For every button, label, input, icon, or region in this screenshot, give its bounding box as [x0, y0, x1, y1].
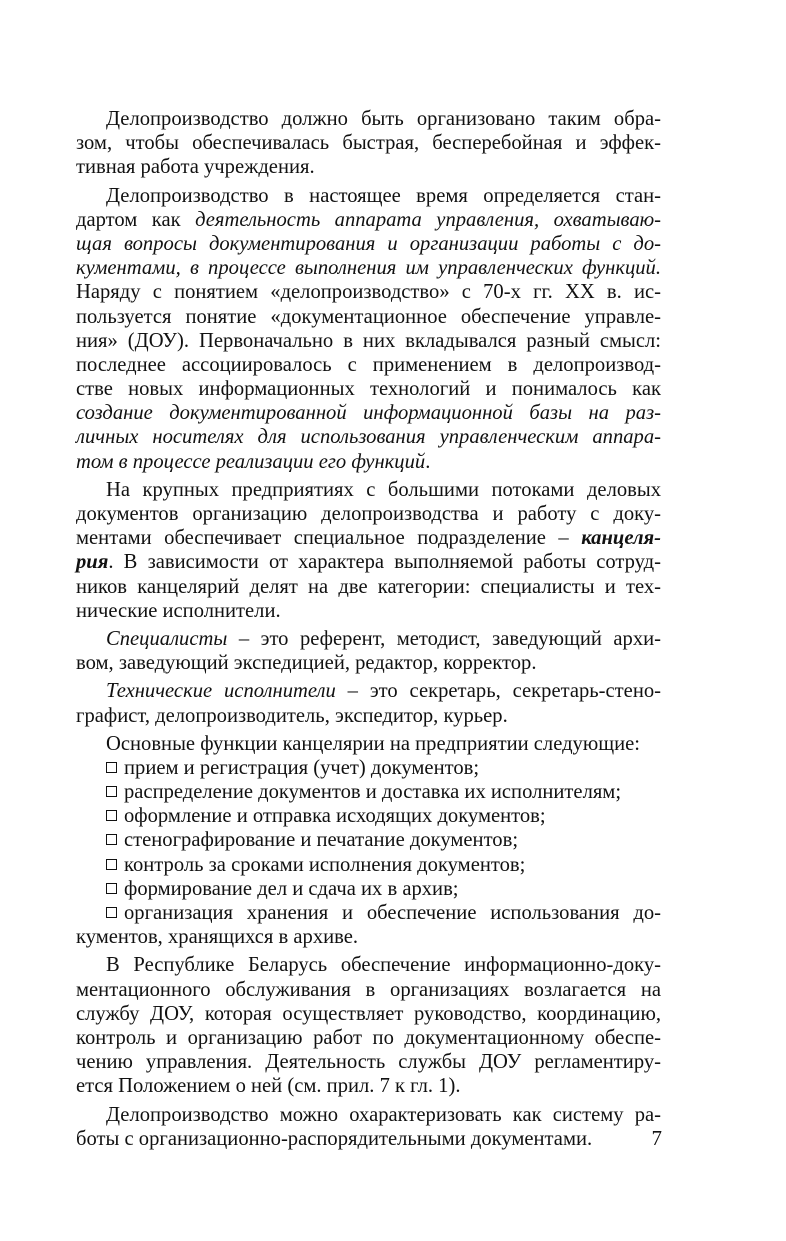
- paragraph-2: [76, 184, 661, 474]
- text-line: Делопроизводство можно охарактеризовать как систему ра-: [106, 1103, 661, 1126]
- text-run: – это референт, методист, заведующий архи-: [227, 627, 661, 650]
- text-line: кументов, хранящихся в архиве.: [76, 926, 359, 949]
- definition-italic: кументами, в процессе выполнения им управленческих функций.: [76, 257, 661, 280]
- text-line: [76, 526, 661, 550]
- checkbox-bullet-icon: [106, 859, 117, 870]
- checkbox-bullet-icon: [106, 883, 117, 894]
- text-line: документов организацию делопроизводства и работу с доку-: [76, 503, 661, 525]
- text-line: нические исполнители.: [76, 599, 281, 622]
- definition-italic: щая вопросы документирования и организации работы с до-: [76, 232, 661, 255]
- text-line: пользуется понятие «документационное обеспечение управле-: [76, 305, 661, 328]
- text-line: Основные функции канцелярии на предприятии следующие:: [106, 732, 640, 755]
- text-line: [76, 401, 661, 425]
- text-line: [76, 450, 661, 474]
- paragraph-1: [76, 107, 661, 180]
- term-bold-italic: канцеля-: [581, 527, 661, 550]
- text-line: На крупных предприятиях с большими потоками деловых: [106, 478, 661, 501]
- text-line: службу ДОУ, которая осуществляет руководство, координацию,: [76, 1002, 661, 1025]
- body-text: [76, 107, 661, 1151]
- text-line: ников канцелярий делят на две категории: специалисты и тех-: [76, 575, 661, 598]
- term-italic: Технические исполнители: [106, 680, 336, 703]
- text-line: графист, делопроизводитель, экспедитор, курьер.: [76, 704, 508, 727]
- paragraph-6: [76, 732, 661, 756]
- paragraph-8: [76, 1103, 661, 1151]
- text-line: [76, 208, 661, 232]
- list-item: организация хранения и обеспечение использования до-: [76, 901, 661, 925]
- list-item: распределение документов и доставка их исполнителям;: [76, 780, 661, 804]
- text-line: [76, 232, 661, 256]
- text-line: Наряду с понятием «делопроизводство» с 70-х гг. XX в. ис-: [76, 281, 661, 304]
- list-item: формирование дел и сдача их в архив;: [76, 877, 661, 901]
- text-line: [76, 425, 661, 449]
- definition-italic: деятельность аппарата управления, охватываю-: [195, 208, 662, 231]
- list-item: оформление и отправка исходящих документов;: [76, 804, 661, 828]
- checkbox-bullet-icon: [106, 834, 117, 845]
- term-bold-italic: рия: [76, 551, 109, 574]
- text-line: боты с организационно-распорядительными документами.: [76, 1127, 593, 1150]
- text-line: контроль и организацию работ по документационному обеспе-: [76, 1026, 661, 1049]
- paragraph-3: [76, 478, 661, 623]
- text-run: . В зависимости от характера выполняемой работы сотруд-: [108, 551, 661, 574]
- page-number: 7: [651, 1126, 662, 1150]
- text-line: [76, 256, 661, 280]
- paragraph-7: [76, 953, 661, 1098]
- text-run: – это секретарь, секретарь-стено-: [335, 680, 661, 703]
- term-italic: Специалисты: [106, 627, 228, 650]
- text-line: В Республике Беларусь обеспечение информационно-доку-: [106, 954, 661, 977]
- text-line: ния» (ДОУ). Первоначально в них вкладывался разный смысл:: [76, 329, 661, 352]
- text-line: Делопроизводство в настоящее время определяется стан-: [106, 184, 661, 207]
- text-line: зом, чтобы обеспечивалась быстрая, бесперебойная и эффек-: [76, 132, 661, 155]
- checkbox-bullet-icon: [106, 907, 117, 918]
- paragraph-4: [76, 627, 661, 675]
- text-line: последнее ассоциировалось с применением в делопроизвод-: [76, 353, 661, 376]
- text-line: [76, 627, 661, 651]
- text-line: [76, 679, 661, 703]
- text-line: ментационного обслуживания в организациях возлагается на: [76, 978, 661, 1001]
- definition-italic: создание документированной информационной базы на раз-: [76, 402, 661, 425]
- definition-italic: том в процессе реализации его функций: [76, 450, 426, 473]
- text-line: стве новых информационных технологий и понималось как: [76, 378, 661, 401]
- checkbox-bullet-icon: [106, 810, 117, 821]
- checkbox-bullet-icon: [106, 762, 117, 773]
- list-item: контроль за сроками исполнения документов;: [76, 853, 661, 877]
- text-line: чению управления. Деятельность службы ДОУ регламентиру-: [76, 1051, 661, 1074]
- text-line: [76, 550, 661, 574]
- text-line: вом, заведующий экспедицией, редактор, корректор.: [76, 652, 537, 675]
- checkbox-bullet-icon: [106, 786, 117, 797]
- list-item: стенографирование и печатание документов;: [76, 828, 661, 852]
- text-run: .: [425, 450, 431, 473]
- text-run: ментами обеспечивает специальное подразделение –: [76, 527, 582, 550]
- text-line: Делопроизводство должно быть организовано таким обра-: [106, 108, 661, 130]
- list-item: прием и регистрация (учет) документов;: [76, 756, 661, 780]
- text-line: тивная работа учреждения.: [76, 156, 315, 179]
- text-run: дартом как: [76, 208, 196, 231]
- paragraph-5: [76, 679, 661, 727]
- text-line: ется Положением о ней (см. прил. 7 к гл. 1).: [76, 1075, 461, 1098]
- definition-italic: личных носителях для использования управленческим аппара-: [76, 426, 661, 449]
- functions-list: [76, 756, 661, 950]
